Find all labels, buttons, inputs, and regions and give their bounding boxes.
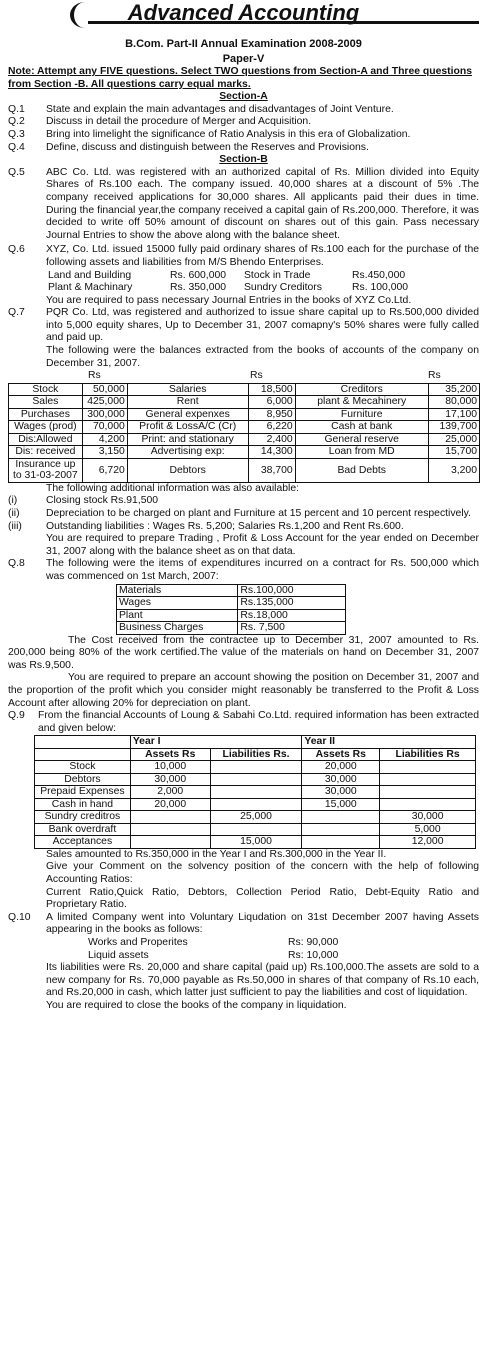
asset-name: Liquid assets (88, 949, 149, 961)
q10-para-2: You are required to close the books of the company in liquidation. (46, 999, 347, 1011)
q7-additional-info: The following additional information was also available: (46, 482, 299, 494)
table-cell: Stock (9, 383, 83, 396)
table-cell: Loan from MD (295, 446, 428, 459)
question-number: Q.6 (8, 244, 25, 256)
table-cell: Dis:Allowed (9, 433, 83, 446)
asset-row (0, 270, 487, 283)
table-cell: 30,000 (302, 786, 380, 799)
table-cell: 25,000 (210, 811, 302, 824)
asset-cell: Stock in Trade (244, 269, 311, 281)
table-row (35, 798, 476, 811)
section-a-heading: Section-A (219, 91, 268, 103)
question-5 (0, 167, 487, 243)
question-2 (0, 116, 487, 129)
table-cell: Rent (127, 396, 248, 409)
question-text: Define, discuss and distinguish between the Reserves and Provisions. (46, 141, 369, 153)
table-cell: Materials (117, 584, 238, 597)
asset-value: Rs: 90,000 (288, 937, 339, 948)
table-cell (302, 823, 380, 836)
table-cell: General reserve (295, 433, 428, 446)
q7-instruction: You are required to prepare Trading , Profit & Loss Account for the year ended on December 31, 2007 along with the balance sheet as on that data. (46, 533, 479, 557)
table-row (9, 421, 480, 434)
table-cell: Sundry creditros (35, 811, 131, 824)
q9-sales: Sales amounted to Rs.350,000 in the Year I and Rs.300,000 in the Year II. (46, 848, 387, 860)
assets-header: Assets Rs (302, 748, 380, 761)
list-item (0, 521, 487, 534)
table-cell: 6,220 (248, 421, 295, 434)
q10-para-1: Its liabilities were Rs. 20,000 and share capital (paid up) Rs.100,000.The assets are sold to a new company for Rs. 70,000 payable as Rs.50,000 in shares of that company of Rs.10 each, and Rs.20,000 in cash, which latter just sufficient to pay the liabilities and cost of liquidation. (46, 962, 479, 999)
q6-instruction: You are required to pass necessary Journal Entries in the books of XYZ Co.Ltd. (46, 294, 412, 306)
question-number: Q.5 (8, 166, 25, 178)
table-cell: plant & Mecahinery (295, 396, 428, 409)
table-cell: Advertising exp: (127, 446, 248, 459)
asset-cell: Land and Building (48, 269, 132, 281)
table-row (35, 773, 476, 786)
asset-row (0, 950, 487, 963)
table-row (35, 836, 476, 849)
question-number: Q.10 (8, 911, 31, 923)
asset-cell: Rs. 100,000 (352, 282, 409, 294)
section-b-heading: Section-B (219, 154, 268, 166)
question-text: A limited Company went into Voluntary Liqudation on 31st December 2007 having Assets appearing in the books as follows: (46, 911, 479, 936)
table-cell: 139,700 (428, 421, 479, 434)
question-3 (0, 129, 487, 142)
table-cell: 70,000 (82, 421, 127, 434)
paper-heading: Paper-V (222, 53, 265, 65)
table-cell: Rs.18,000 (238, 609, 346, 622)
table-cell: 6,720 (82, 458, 127, 482)
table-cell: Rs.135,000 (238, 597, 346, 610)
asset-cell: Sundry Creditors (244, 282, 322, 294)
table-cell (130, 823, 210, 836)
table-cell: Bad Debts (295, 458, 428, 482)
question-1 (0, 104, 487, 117)
list-text: Depreciation to be charged on plant and Furniture at 15 percent and 10 percent respectively. (46, 508, 471, 520)
table-cell: Wages (prod) (9, 421, 83, 434)
asset-value: Rs: 10,000 (288, 949, 339, 961)
rs-label: Rs (250, 370, 263, 382)
question-8 (0, 558, 487, 583)
asset-row (0, 937, 487, 950)
table-cell (210, 773, 302, 786)
liabilities-header: Liabilities Rs. (210, 748, 302, 761)
table-cell: 15,000 (302, 798, 380, 811)
question-number: Q.4 (8, 141, 25, 153)
question-text: XYZ, Co. Ltd. issued 15000 fully paid ordinary shares of Rs.100 each for the purchase of the following assets and liabilities from M/S Bhendo Enterprises. (46, 244, 479, 268)
table-row (9, 396, 480, 409)
title-banner (8, 0, 479, 30)
table-cell: Creditors (295, 383, 428, 396)
question-text: PQR Co. Ltd, was registered and authorized to issue share capital up to Rs.500,000 divided into 5,000 equity shares, Up to December 31, 2007 comapny's 50% shares were fully called and paid up. (46, 307, 479, 344)
table-cell (130, 811, 210, 824)
table-cell: 30,000 (302, 773, 380, 786)
asset-cell: Rs. 600,000 (170, 269, 227, 281)
table-cell: Furniture (295, 408, 428, 421)
table-row (9, 408, 480, 421)
question-text: State and explain the main advantages and disadvantages of Joint Venture. (46, 103, 394, 115)
question-6 (0, 244, 487, 269)
table-cell: 18,500 (248, 383, 295, 396)
table-cell: 2,000 (130, 786, 210, 799)
q8-para-2: You are required to prepare an account showing the position on December 31, 2007 and the proportion of the profit which you consider might reasonably be transferred to the Profit & Loss Account after allowing 20% for depreciation on plant. (8, 672, 479, 709)
table-cell: Cash in hand (35, 798, 131, 811)
table-cell: Acceptances (35, 836, 131, 849)
list-item (0, 508, 487, 521)
table-cell: 300,000 (82, 408, 127, 421)
q8-expenditure-table (116, 584, 346, 635)
liabilities-header: Liabilities Rs (380, 748, 476, 761)
table-row (9, 458, 480, 482)
q8-para-1: The Cost received from the contractee up to December 31, 2007 amounted to Rs. 200,000 being 80% of the work certified.The value of the materials on hand on December 31, 2007 was Rs.9,500. (8, 634, 479, 671)
question-number: Q.7 (8, 307, 25, 319)
table-cell: Stock (35, 761, 131, 774)
table-row (117, 597, 346, 610)
table-row (35, 786, 476, 799)
question-7 (0, 307, 487, 345)
table-cell (380, 786, 476, 799)
table-cell: 5,000 (380, 823, 476, 836)
question-number: Q.3 (8, 128, 25, 140)
instructions-note: Note: Attempt any FIVE questions. Select TWO questions from Section-A and Three questions from Section -B. All questions carry equal marks. (8, 66, 472, 90)
q9-instruction: Give your Comment on the solvency position of the concern with the help of following Accounting Ratios: (46, 861, 479, 886)
table-cell: 30,000 (380, 811, 476, 824)
list-text: Outstanding liabilities : Wages Rs. 5,200; Salaries Rs.1,200 and Rent Rs.600. (46, 520, 404, 532)
q7-balances-table (8, 383, 480, 483)
question-10 (0, 912, 487, 937)
table-cell: Purchases (9, 408, 83, 421)
table-cell: Rs.100,000 (238, 584, 346, 597)
q9-ratios: Current Ratio,Quick Ratio, Debtors, Collection Period Ratio, Debt-Equity Ratio and Proprietary Ratio. (46, 886, 479, 911)
q7-currency-row (0, 370, 480, 383)
asset-cell: Rs.450,000 (352, 269, 406, 281)
table-cell: Debtors (127, 458, 248, 482)
table-row (9, 433, 480, 446)
table-cell (210, 798, 302, 811)
table-cell (210, 823, 302, 836)
table-cell: 2,400 (248, 433, 295, 446)
table-cell (210, 786, 302, 799)
table-cell: 20,000 (302, 761, 380, 774)
q7-info-list (0, 495, 487, 533)
table-cell: 12,000 (380, 836, 476, 849)
page-title: Advanced Accounting (127, 0, 360, 25)
table-cell: Salaries (127, 383, 248, 396)
list-marker: (ii) (8, 508, 20, 520)
exam-heading: B.Com. Part-II Annual Examination 2008-2009 (125, 38, 362, 50)
question-text: The following were the items of expenditures incurred on a contract for Rs. 500,000 which was commenced on 1st March, 2007: (46, 558, 479, 582)
table-cell: Prepaid Expenses (35, 786, 131, 799)
table-row (35, 823, 476, 836)
asset-cell: Plant & Machinary (48, 282, 133, 294)
question-4 (0, 142, 487, 155)
section-a-questions (0, 104, 487, 154)
table-cell: 14,300 (248, 446, 295, 459)
table-cell: 3,150 (82, 446, 127, 459)
q6-asset-list (0, 270, 487, 295)
asset-row (0, 282, 487, 295)
year-2-header: Year II (302, 736, 476, 749)
year-1-header: Year I (130, 736, 302, 749)
list-marker: (iii) (8, 520, 22, 532)
table-cell: Profit & LossA/C (Cr) (127, 421, 248, 434)
table-cell: Cash at bank (295, 421, 428, 434)
question-number: Q.8 (8, 558, 25, 570)
list-marker: (i) (8, 495, 18, 507)
question-9 (0, 710, 487, 735)
table-cell: 6,000 (248, 396, 295, 409)
table-cell: 30,000 (130, 773, 210, 786)
assets-header: Assets Rs (130, 748, 210, 761)
question-number: Q.9 (8, 710, 25, 722)
table-cell (302, 836, 380, 849)
question-text: ABC Co. Ltd. was registered with an authorized capital of Rs. Million divided into Equity Shares of Rs.100 each. The company issued. 40,000 shares at a discount of 5% .The company received applications for 30,000 shares. All applicants paid their dues in time. During the financial year,the company received a capital gain of Rs.200,000. Therefore, it was decided to write off 50% amount of discount on shares out of this gain. Pass necessary Journal Entries to show the above along with the balance sheet. (46, 166, 479, 241)
table-cell (210, 761, 302, 774)
asset-name: Works and Properites (88, 937, 188, 948)
question-text: From the financial Accounts of Loung & Sabahi Co.Ltd. required information has been extracted and given below: (38, 710, 479, 734)
asset-cell: Rs. 350,000 (170, 282, 227, 294)
table-cell: 10,000 (130, 761, 210, 774)
table-row (35, 811, 476, 824)
question-number: Q.1 (8, 103, 25, 115)
q9-financial-table (34, 735, 476, 849)
table-cell: 35,200 (428, 383, 479, 396)
table-cell (380, 798, 476, 811)
table-cell: Dis: received (9, 446, 83, 459)
table-cell: Plant (117, 609, 238, 622)
table-cell: Wages (117, 597, 238, 610)
table-cell: Debtors (35, 773, 131, 786)
table-cell (380, 773, 476, 786)
question-text: Discuss in detail the procedure of Merger and Acquisition. (46, 116, 312, 128)
table-row (9, 446, 480, 459)
table-cell: Business Charges (117, 622, 238, 635)
question-number: Q.2 (8, 116, 25, 128)
table-row (117, 584, 346, 597)
table-row (117, 622, 346, 635)
table-row (35, 761, 476, 774)
list-item (0, 495, 487, 508)
table-cell: Sales (9, 396, 83, 409)
table-cell: 17,100 (428, 408, 479, 421)
table-cell: 4,200 (82, 433, 127, 446)
table-cell (380, 761, 476, 774)
table-cell (302, 811, 380, 824)
rs-label: Rs (428, 370, 441, 382)
rs-label: Rs (88, 370, 101, 382)
question-text: Bring into limelight the significance of Ratio Analysis in this era of Globalization. (46, 128, 411, 140)
table-cell: 50,000 (82, 383, 127, 396)
table-cell: 80,000 (428, 396, 479, 409)
table-cell: 3,200 (428, 458, 479, 482)
table-cell: Rs. 7,500 (238, 622, 346, 635)
q7-intro: The following were the balances extracted from the books of accounts of the company on December 31, 2007. (46, 345, 479, 369)
table-cell: 8,950 (248, 408, 295, 421)
table-cell: 425,000 (82, 396, 127, 409)
table-row (117, 609, 346, 622)
table-cell: 15,000 (210, 836, 302, 849)
table-cell (130, 836, 210, 849)
table-cell: General expenxes (127, 408, 248, 421)
table-cell: 25,000 (428, 433, 479, 446)
table-row (9, 383, 480, 396)
table-cell: Bank overdraft (35, 823, 131, 836)
table-cell: Insurance up to 31-03-2007 (9, 458, 83, 482)
table-cell: 38,700 (248, 458, 295, 482)
list-text: Closing stock Rs.91,500 (46, 495, 159, 507)
table-cell: 15,700 (428, 446, 479, 459)
table-cell: 20,000 (130, 798, 210, 811)
table-cell: Print: and stationary (127, 433, 248, 446)
q10-asset-list (0, 937, 487, 962)
